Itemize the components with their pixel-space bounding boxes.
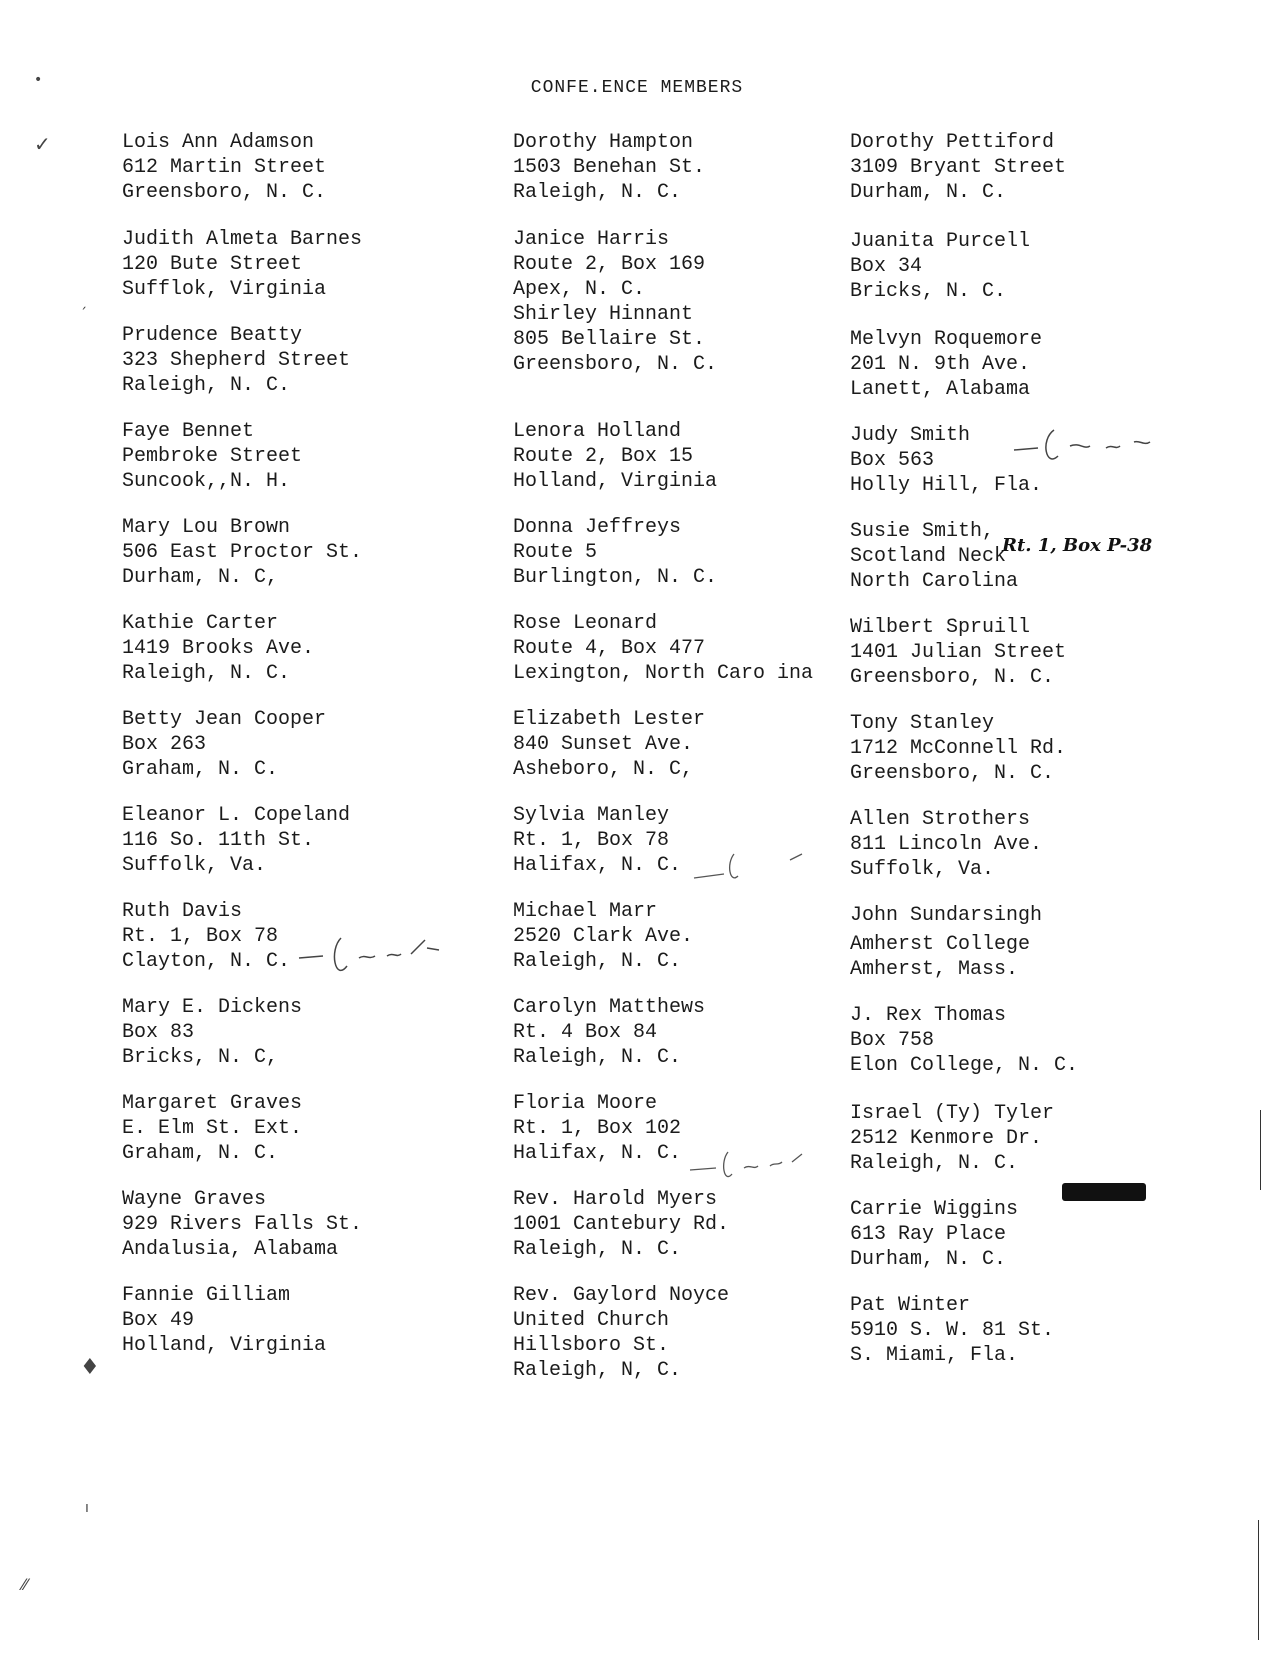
member-address: 1419 Brooks Ave. [122,637,315,660]
member-entry [850,903,1042,982]
margin-mark: ˏ [80,294,87,310]
member-address: 5910 S. W. 81 St. [850,1319,1055,1342]
member-entry [122,227,362,302]
member-name: J. Rex Thomas [850,1004,1007,1027]
member-entry [850,1101,1054,1176]
member-entry [850,615,1066,690]
member-city: Andalusia, Alabama [122,1238,339,1261]
member-name: Melvyn Roquemore [850,328,1043,351]
member-city: Graham, N. C. [122,758,279,781]
member-entry [513,130,705,205]
member-name: Margaret Graves [122,1092,303,1115]
member-address: Route 2, Box 169 [513,253,706,276]
member-address: 1712 McConnell Rd. [850,737,1067,760]
member-entry [513,803,681,878]
member-entry [122,1283,326,1358]
member-name: Sylvia Manley [513,804,670,827]
member-city: Raleigh, N. C. [513,181,682,204]
member-city: Suffolk, Va. [122,854,267,877]
member-address: 2512 Kenmore Dr. [850,1127,1043,1150]
margin-mark: • [34,72,43,88]
member-name: Fannie Gilliam [122,1284,291,1307]
member-address: Rt. 4 Box 84 [513,1021,658,1044]
member-entry [850,1003,1078,1078]
member-address: 506 East Proctor St. [122,541,363,564]
member-address: Rt. 1, Box 78 [513,829,670,852]
member-address: E. Elm St. Ext. [122,1117,303,1140]
member-name: Rev. Harold Myers [513,1188,718,1211]
member-entry [850,1293,1054,1368]
member-city: Raleigh, N. C. [850,1152,1019,1175]
member-address: 323 Shepherd Street [122,349,351,372]
member-entry [513,1187,729,1262]
member-entry [122,707,326,782]
member-city: Holland, Virginia [513,470,718,493]
member-name: Susie Smith, [850,520,995,543]
member-city: Bricks, N. C. [850,280,1007,303]
member-entry [850,130,1066,205]
member-address: 120 Bute Street [122,253,303,276]
member-address: 805 Bellaire St. [513,328,706,351]
member-address: Pembroke Street [122,445,303,468]
member-name: Shirley Hinnant [513,303,694,326]
member-name: Carrie Wiggins [850,1198,1019,1221]
member-name: Judy Smith [850,424,971,447]
member-name: Mary E. Dickens [122,996,303,1019]
member-entry [513,515,717,590]
member-address: 3109 Bryant Street [850,156,1067,179]
member-address: 929 Rivers Falls St. [122,1213,363,1236]
member-entry [513,899,693,974]
member-address: Route 4, Box 477 [513,637,706,660]
member-address: 612 Martin Street [122,156,327,179]
member-name: Donna Jeffreys [513,516,682,539]
member-name: John Sundarsingh [850,904,1043,927]
member-address: Amherst College [850,933,1031,956]
member-address: Box 83 [122,1021,195,1044]
member-city: Apex, N. C. [513,278,646,301]
member-city: Halifax, N. C. [513,1142,682,1165]
member-city: Durham, N. C. [850,181,1007,204]
member-name: Judith Almeta Barnes [122,228,363,251]
member-city: Holland, Virginia [122,1334,327,1357]
pencil-scribble [295,930,495,990]
member-name: Eleanor L. Copeland [122,804,351,827]
page-title: CONFE.ENCE MEMBERS [530,78,744,98]
member-city: Lanett, Alabama [850,378,1031,401]
member-city: Greensboro, N. C. [513,353,718,376]
member-entry [513,1091,681,1166]
member-city: Graham, N. C. [122,1142,279,1165]
member-city: Greensboro, N. C. [850,666,1055,689]
member-name: Prudence Beatty [122,324,303,347]
member-city: Durham, N. C. [850,1248,1007,1271]
member-entry [122,130,326,205]
member-entry [850,519,1018,594]
member-city: Raleigh, N. C. [122,662,291,685]
member-address: Box 34 [850,255,923,278]
member-name: Elizabeth Lester [513,708,706,731]
member-entry [513,227,717,377]
member-city: Lexington, North Caro ina [513,662,814,685]
member-address: 116 So. 11th St. [122,829,315,852]
member-city: Suffolk, Va. [850,858,995,881]
margin-mark: ı [85,1500,89,1516]
member-address: 2520 Clark Ave. [513,925,694,948]
member-city: Burlington, N. C. [513,566,718,589]
member-city: Bricks, N. C, [122,1046,279,1069]
member-entry [850,327,1042,402]
member-address: United Church [513,1309,670,1332]
member-name: Dorothy Pettiford [850,131,1055,154]
member-city: Amherst, Mass. [850,958,1019,981]
member-entry [513,611,813,686]
member-name: Carolyn Matthews [513,996,706,1019]
member-entry [513,1283,729,1383]
member-name: Juanita Purcell [850,230,1031,253]
member-city: Asheboro, N. C, [513,758,694,781]
member-address: Scotland Neck [850,545,1007,568]
member-name: Wilbert Spruill [850,616,1031,639]
member-name: Kathie Carter [122,612,279,635]
member-city: Durham, N. C, [122,566,279,589]
member-city: Raleigh, N. C. [122,374,291,397]
member-address: 613 Ray Place [850,1223,1007,1246]
member-address: Box 49 [122,1309,195,1332]
member-name: Lois Ann Adamson [122,131,315,154]
member-name: Ruth Davis [122,900,243,923]
member-city: Sufflok, Virginia [122,278,327,301]
member-address: 811 Lincoln Ave. [850,833,1043,856]
member-name: Allen Strothers [850,808,1031,831]
redaction-mark [1062,1183,1146,1201]
member-name: Mary Lou Brown [122,516,291,539]
member-name: Michael Marr [513,900,658,923]
member-address: Route 5 [513,541,598,564]
member-address: Box 263 [122,733,207,756]
member-name: Betty Jean Cooper [122,708,327,731]
member-city: North Carolina [850,570,1019,593]
member-entry [513,995,705,1070]
member-entry [122,1091,302,1166]
member-entry [122,899,290,974]
member-name: Dorothy Hampton [513,131,694,154]
pencil-scribble [1010,420,1220,470]
member-name: Tony Stanley [850,712,995,735]
pencil-scribble [690,840,840,890]
edge-line [1258,1520,1259,1640]
member-entry [122,515,362,590]
member-name: Israel (Ty) Tyler [850,1102,1055,1125]
member-address: 1001 Cantebury Rd. [513,1213,730,1236]
member-entry [850,229,1030,304]
edge-line [1260,1110,1261,1190]
member-name: Floria Moore [513,1092,658,1115]
member-address: Box 758 [850,1029,935,1052]
member-name: Rose Leonard [513,612,658,635]
margin-mark: ⁄⁄ [22,1575,28,1594]
member-city: Clayton, N. C. [122,950,291,973]
handwritten-note: Rt. 1, Box P-38 [1002,535,1153,556]
member-address: 1401 Julian Street [850,641,1067,664]
member-name: Lenora Holland [513,420,682,443]
member-entry [122,803,350,878]
member-city: Raleigh, N. C. [513,1238,682,1261]
member-address: Rt. 1, Box 78 [122,925,279,948]
member-entry [122,323,350,398]
member-city: Greensboro, N. C. [850,762,1055,785]
member-entry [122,419,302,494]
member-city: S. Miami, Fla. [850,1344,1019,1367]
member-city: Greensboro, N. C. [122,181,327,204]
member-entry [850,711,1066,786]
member-name: Wayne Graves [122,1188,267,1211]
member-entry [850,1197,1018,1272]
member-address: Box 563 [850,449,935,472]
member-entry [122,1187,362,1262]
member-city: Raleigh, N, C. [513,1359,682,1382]
member-entry [122,611,314,686]
member-entry [513,707,705,782]
member-city: Raleigh, N. C. [513,1046,682,1069]
member-city: Elon College, N. C. [850,1054,1079,1077]
member-city: Suncook,,N. H. [122,470,291,493]
member-city: Holly Hill, Fla. [850,474,1043,497]
member-entry [850,807,1042,882]
margin-mark: ♦ [80,1355,100,1380]
member-address: 1503 Benehan St. [513,156,706,179]
member-city: Halifax, N. C. [513,854,682,877]
member-name: Pat Winter [850,1294,971,1317]
member-name: Faye Bennet [122,420,255,443]
member-entry [513,419,717,494]
member-name: Janice Harris [513,228,670,251]
member-address: Route 2, Box 15 [513,445,694,468]
member-address: 201 N. 9th Ave. [850,353,1031,376]
member-address: 840 Sunset Ave. [513,733,694,756]
member-entry [122,995,302,1070]
member-address: Hillsboro St. [513,1334,670,1357]
member-city: Raleigh, N. C. [513,950,682,973]
member-address: Rt. 1, Box 102 [513,1117,682,1140]
member-name: Rev. Gaylord Noyce [513,1284,730,1307]
margin-mark: ✓ [34,132,51,156]
pencil-scribble [686,1140,836,1190]
